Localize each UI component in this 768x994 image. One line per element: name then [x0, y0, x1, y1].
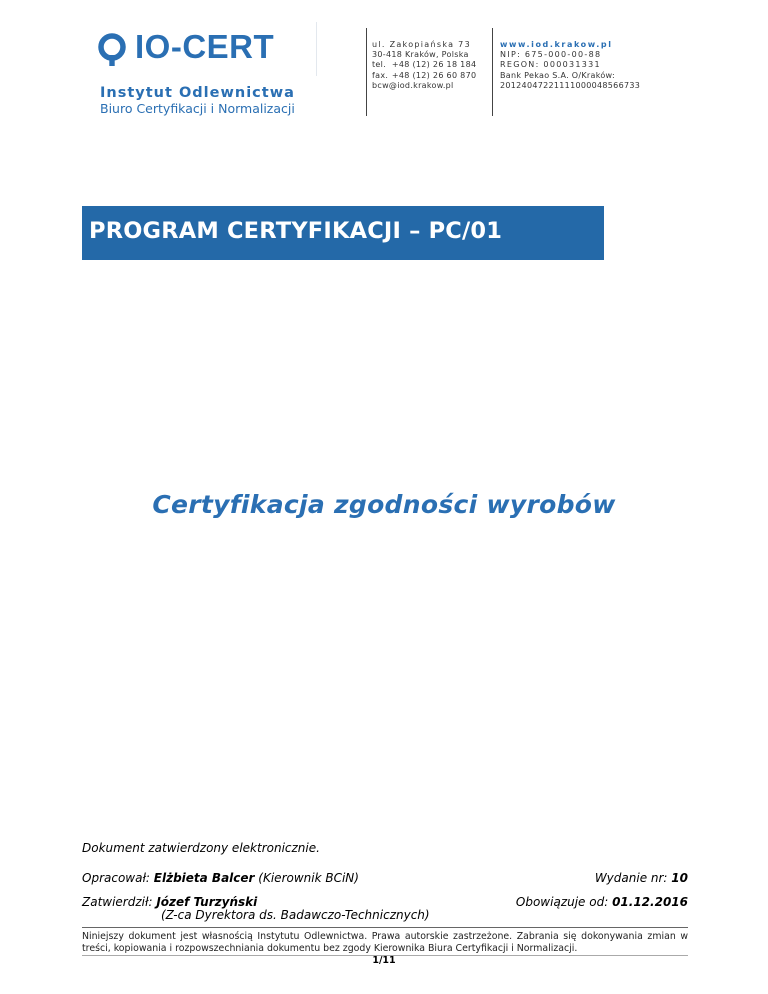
footer-divider [82, 927, 688, 928]
tel-label: tel. [372, 60, 387, 70]
registry-block [500, 40, 640, 91]
approved-label: Zatwierdził: [82, 895, 153, 909]
valid-from-date: 01.12.2016 [612, 895, 688, 909]
valid-from-label: Obowiązuje od: [515, 895, 609, 909]
header-divider [492, 28, 493, 116]
program-banner-title: PROGRAM CERTYFIKACJI – PC/01 [89, 218, 503, 244]
tel-number: +48 (12) 26 18 184 [391, 60, 477, 70]
nip-number: NIP: 675-000-00-88 [500, 50, 602, 60]
email-link[interactable]: bcw@iod.krakow.pl [372, 80, 454, 90]
approved-name: Józef Turzyński [156, 895, 258, 909]
prepared-by [82, 871, 359, 885]
regon-number: REGON: 000031331 [500, 60, 601, 70]
institute-name: Instytut Odlewnictwa [100, 85, 295, 101]
approved-by [82, 895, 257, 909]
fax-number: +48 (12) 26 60 870 [391, 70, 477, 80]
address-line-1: ul. Zakopiańska 73 [372, 40, 471, 49]
edition-info [595, 871, 688, 885]
edition-number: 10 [671, 871, 688, 885]
prepared-role: (Kierownik BCiN) [258, 871, 359, 885]
prepared-label: Opracował: [82, 871, 150, 885]
approved-role: (Z-ca Dyrektora ds. Badawczo-Technicznych) [161, 908, 430, 922]
fax-label: fax. [372, 70, 389, 80]
header-divider [366, 28, 367, 116]
document-title: Certyfikacja zgodności wyrobów [152, 490, 616, 519]
bank-name: Bank Pekao S.A. O/Kraków: [500, 70, 615, 80]
legal-notice: Niniejszy dokument jest własnością Instytutu Odlewnictwa. Prawa autorskie zastrzeżone. Zabrania się dokonywania zmian w treści, kopiowania i rozpowszechniania dokumentu bez zgody Kierownika Biura Certyfikacji i Normalizacji. [82, 931, 688, 954]
address-line-2: 30-418 Kraków, Polska [372, 50, 469, 60]
io-cert-logo-icon [96, 32, 132, 68]
page-number: 1/11 [372, 955, 396, 966]
prepared-name: Elżbieta Balcer [153, 871, 255, 885]
bank-account: 20124047221111000048566733 [500, 80, 641, 90]
website-link[interactable]: www.iod.krakow.pl [500, 40, 613, 49]
edition-label: Wydanie nr: [594, 871, 668, 885]
logo-text: IO-CERT [135, 28, 275, 65]
institute-subtitle: Biuro Certyfikacji i Normalizacji [100, 101, 295, 116]
approval-note: Dokument zatwierdzony elektronicznie. [82, 841, 320, 855]
contact-block [372, 40, 476, 91]
valid-from-info [516, 895, 688, 909]
